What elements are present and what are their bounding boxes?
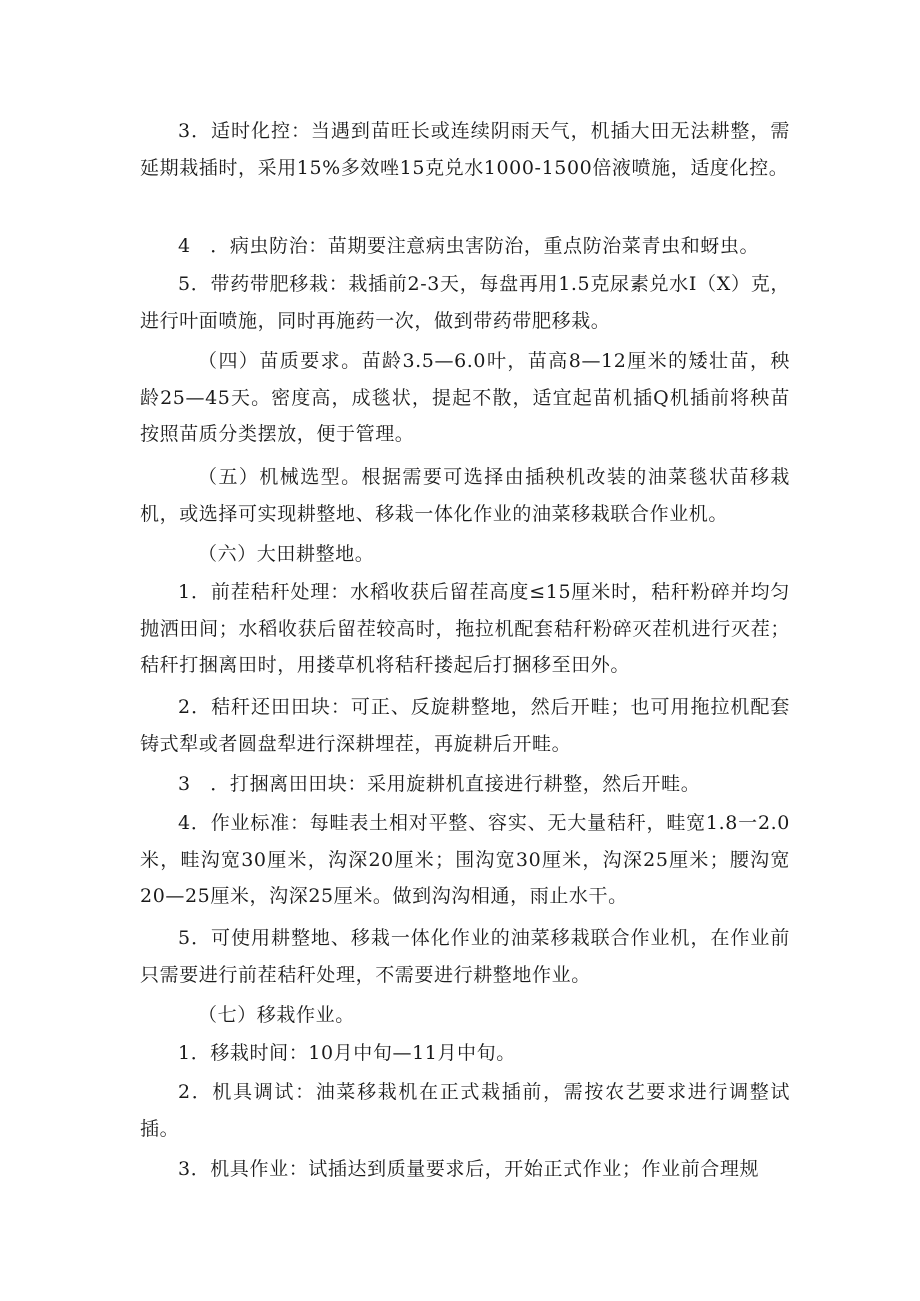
paragraph: 5．可使用耕整地、移栽一体化作业的油菜移栽联合作业机，在作业前只需要进行前茬秸秆处理，不需要进行耕整地作业。 xyxy=(140,927,790,986)
paragraph: 4 ．病虫防治：苗期要注意病虫害防治，重点防治菜青虫和蚜虫。 xyxy=(178,235,760,257)
paragraph: （五）机械选型。根据需要可选择由插秧机改装的油菜毯状苗移栽机，或选择可实现耕整地、移栽一体化作业的油菜移栽联合作业机。 xyxy=(140,466,790,525)
paragraph: 2．秸秆还田田块：可正、反旋耕整地，然后开畦；也可用拖拉机配套铸式犁或者圆盘犁进行深耕埋茬，再旋耕后开畦。 xyxy=(140,696,790,755)
section-heading: （七）移栽作业。 xyxy=(198,1004,355,1026)
paragraph: （四）苗质要求。苗龄3.5—6.0叶，苗高8—12厘米的矮壮苗，秧龄25—45天。密度高，成毯状，提起不散，适宜起苗机插Q机插前将秧苗按照苗质分类摆放，便于管理。 xyxy=(140,350,790,445)
paragraph: 3．机具作业：试插达到质量要求后，开始正式作业；作业前合理规 xyxy=(178,1158,760,1180)
paragraph: 1．移栽时间：10月中旬—11月中旬。 xyxy=(178,1042,516,1064)
paragraph: 4．作业标准：每畦表土相对平整、容实、无大量秸秆，畦宽1.8一2.0米，畦沟宽30厘米，沟深20厘米；围沟宽30厘米，沟深25厘米；腰沟宽20—25厘米，沟深25厘米。做到沟沟相通，雨止水干。 xyxy=(140,812,790,907)
section-heading: （六）大田耕整地。 xyxy=(198,543,375,565)
paragraph: 1．前茬秸秆处理：水稻收获后留茬高度≤15厘米时，秸秆粉碎并均匀抛洒田间；水稻收获后留茬较高时，拖拉机配套秸秆粉碎灭茬机进行灭茬；秸秆打捆离田时，用搂草机将秸秆搂起后打捆移至田外。 xyxy=(140,581,790,676)
paragraph: 3．适时化控：当遇到苗旺长或连续阴雨天气，机插大田无法耕整，需延期栽插时，采用15%多效唑15克兑水1000-1500倍液喷施，适度化控。 xyxy=(140,120,790,179)
paragraph: 5．带药带肥移栽：栽插前2-3天，每盘再用1.5克尿素兑水I（X）克，进行叶面喷施，同时再施药一次，做到带药带肥移栽。 xyxy=(140,273,790,332)
paragraph: 3 ．打捆离田田块：采用旋耕机直接进行耕整，然后开畦。 xyxy=(178,773,701,795)
paragraph: 2．机具调试：油菜移栽机在正式栽插前，需按农艺要求进行调整试插。 xyxy=(140,1081,790,1140)
